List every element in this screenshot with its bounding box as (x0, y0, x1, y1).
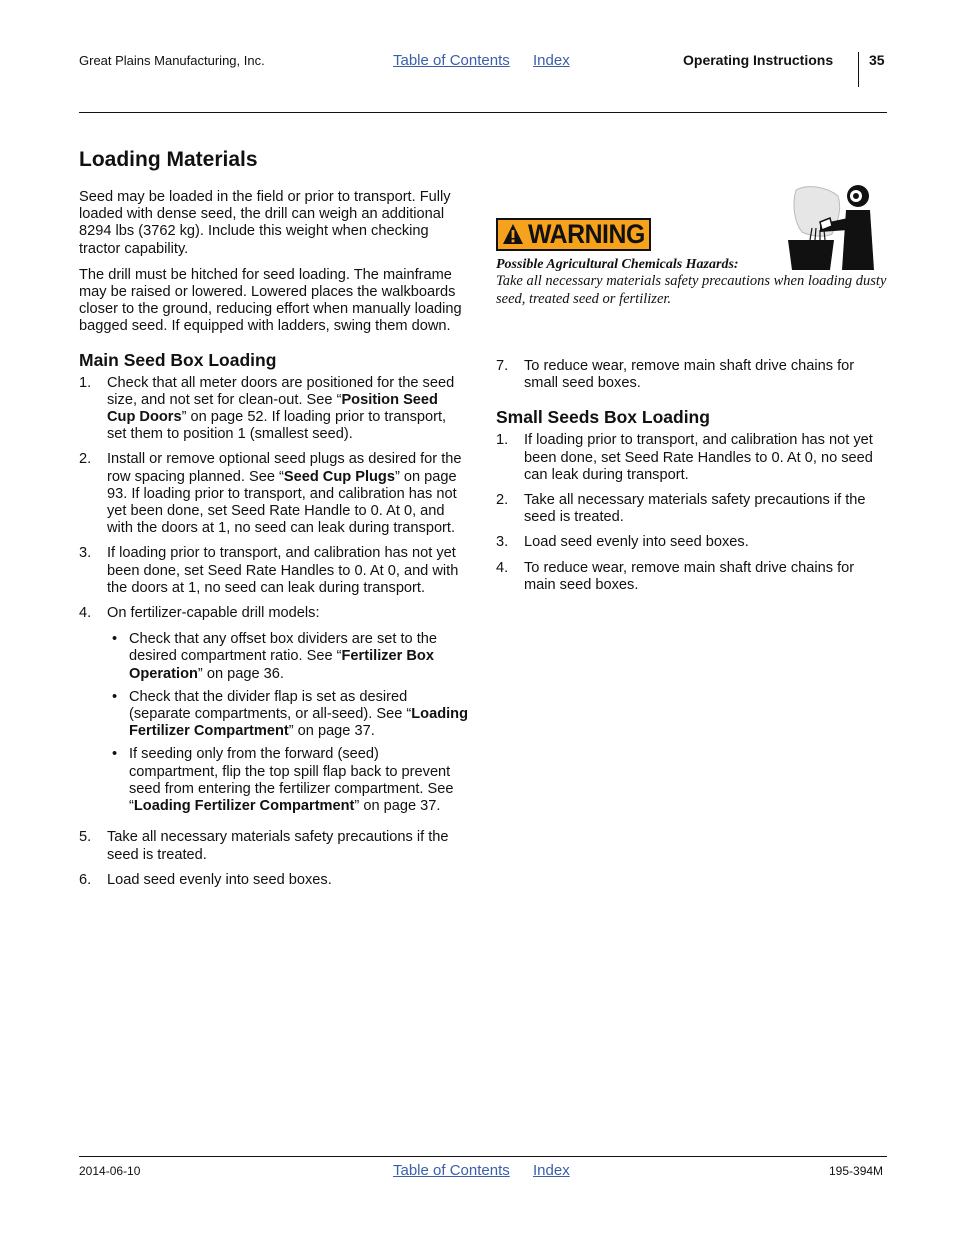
cross-reference: Fertilizer Box Operation (129, 648, 434, 682)
step-text: To reduce wear, remove main shaft drive chains for main seed boxes. (524, 559, 855, 593)
header-divider (858, 52, 859, 87)
step-text: To reduce wear, remove main shaft drive chains for small seed boxes. (524, 358, 855, 392)
list-item (79, 451, 469, 537)
intro-paragraph-1: Seed may be loaded in the field or prior to transport. Fully loaded with dense seed, the drill can weigh an additional 8294 lbs (3762 kg). Include this weight when checking tractor capability. (79, 189, 451, 257)
list-item (496, 560, 888, 594)
step-text: ” on page 93. If loading prior to transport, and calibration has not yet been done, set Seed Rate Handle to 0. At 0, and with the doors at 1, no seed can leak during transport. (107, 468, 457, 537)
step-text: Take all necessary materials safety precautions if the seed is treated. (107, 829, 449, 863)
step-number: 3. (496, 534, 509, 551)
page-number: 35 (869, 52, 885, 68)
list-item (79, 829, 469, 863)
list-item (496, 534, 888, 551)
step-text: If loading prior to transport, and calibration has not yet been done, set Seed Rate Handles to 0. At 0, no seed can leak during transport. (524, 432, 873, 483)
header-rule (79, 112, 887, 113)
footer-index-link[interactable]: Index (533, 1162, 570, 1179)
bullet-item (107, 631, 469, 683)
step-text: On fertilizer-capable drill models: (107, 605, 320, 622)
step-number: 6. (79, 871, 92, 888)
warning-label: WARNING (528, 219, 645, 249)
warning-triangle-icon (502, 222, 524, 246)
fertilizer-bullets (107, 631, 469, 815)
header-toc-link[interactable]: Table of Contents (393, 52, 510, 69)
step-number: 1. (79, 374, 92, 391)
bullet-text: ” on page 37. (354, 798, 441, 815)
step-number: 2. (496, 492, 509, 509)
chemical-hazard-icon (786, 182, 878, 272)
list-item (79, 605, 469, 815)
bullet-icon: • (112, 746, 118, 763)
section-title: Operating Instructions (683, 52, 834, 68)
main-seed-steps (79, 375, 469, 889)
cross-reference: Loading Fertilizer Compartment (129, 706, 469, 740)
list-item (79, 375, 469, 444)
list-item (496, 492, 888, 526)
intro-paragraph-2: The drill must be hitched for seed loading. The mainframe may be raised or lowered. Lowered places the walkboards closer to the ground, reducing effort when manually loading bagged seed. If equipped with ladders, swing them down. (79, 266, 462, 335)
cross-reference: Loading Fertilizer Compartment (133, 798, 355, 815)
right-column (496, 358, 888, 602)
step-text: ” on page 52. If loading prior to transport, set them to position 1 (smallest seed). (107, 409, 447, 443)
list-item (496, 432, 888, 484)
step-text: Install or remove optional seed plugs as desired for the row spacing planned. See “ (107, 451, 462, 485)
cross-reference: Seed Cup Plugs (283, 468, 395, 485)
left-column (79, 146, 469, 897)
list-item (496, 358, 888, 392)
bullet-text: If seeding only from the forward (seed) compartment, flip the top spill flap back to prevent seed from entering the fertilizer compartment. See “ (129, 746, 454, 815)
company-name: Great Plains Manufacturing, Inc. (79, 53, 265, 68)
step-number: 4. (496, 559, 509, 576)
step-text: Check that all meter doors are positioned for the seed size, and not set for clean-out. See “ (107, 374, 455, 408)
footer-toc-link[interactable]: Table of Contents (393, 1162, 510, 1179)
main-seed-steps-continued (496, 358, 888, 392)
small-seed-steps (496, 432, 888, 594)
step-text: Load seed evenly into seed boxes. (107, 871, 332, 888)
page-title: Loading Materials (79, 148, 258, 171)
step-text: Load seed evenly into seed boxes. (524, 534, 749, 551)
bullet-item (107, 689, 469, 741)
bullet-text: ” on page 36. (197, 665, 284, 682)
step-number: 5. (79, 829, 92, 846)
step-number: 7. (496, 358, 509, 374)
list-item (79, 872, 469, 889)
footer-date: 2014-06-10 (79, 1164, 141, 1178)
small-seeds-box-heading: Small Seeds Box Loading (496, 407, 710, 428)
header-index-link[interactable]: Index (533, 52, 570, 69)
step-text: If loading prior to transport, and calibration has not yet been done, set Seed Rate Handles to 0. At 0, and with the doors at 1, no seed can leak during transport. (107, 545, 459, 596)
bullet-text: Check that the divider flap is set as desired (separate compartments, or all-seed). See “ (129, 688, 412, 723)
bullet-text: ” on page 37. (288, 723, 375, 740)
step-text: Take all necessary materials safety precautions if the seed is treated. (524, 492, 866, 526)
main-seed-box-heading: Main Seed Box Loading (79, 349, 277, 370)
warning-heading: Possible Agricultural Chemicals Hazards: (496, 257, 739, 272)
footer-rule (79, 1156, 887, 1157)
step-number: 4. (79, 605, 92, 622)
cross-reference: Position Seed Cup Doors (107, 391, 438, 426)
document-number: 195-394M (829, 1164, 884, 1178)
step-number: 1. (496, 432, 509, 449)
step-number: 3. (79, 545, 92, 562)
bullet-icon: • (112, 631, 118, 648)
list-item (79, 545, 469, 597)
warning-body: Take all necessary materials safety precautions when loading dusty seed, treated seed or fertilizer. (496, 273, 887, 307)
step-number: 2. (79, 451, 92, 468)
bullet-text: Check that any offset box dividers are set to the desired compartment ratio. See “ (129, 631, 437, 665)
bullet-item (107, 746, 469, 815)
bullet-icon: • (112, 688, 118, 705)
